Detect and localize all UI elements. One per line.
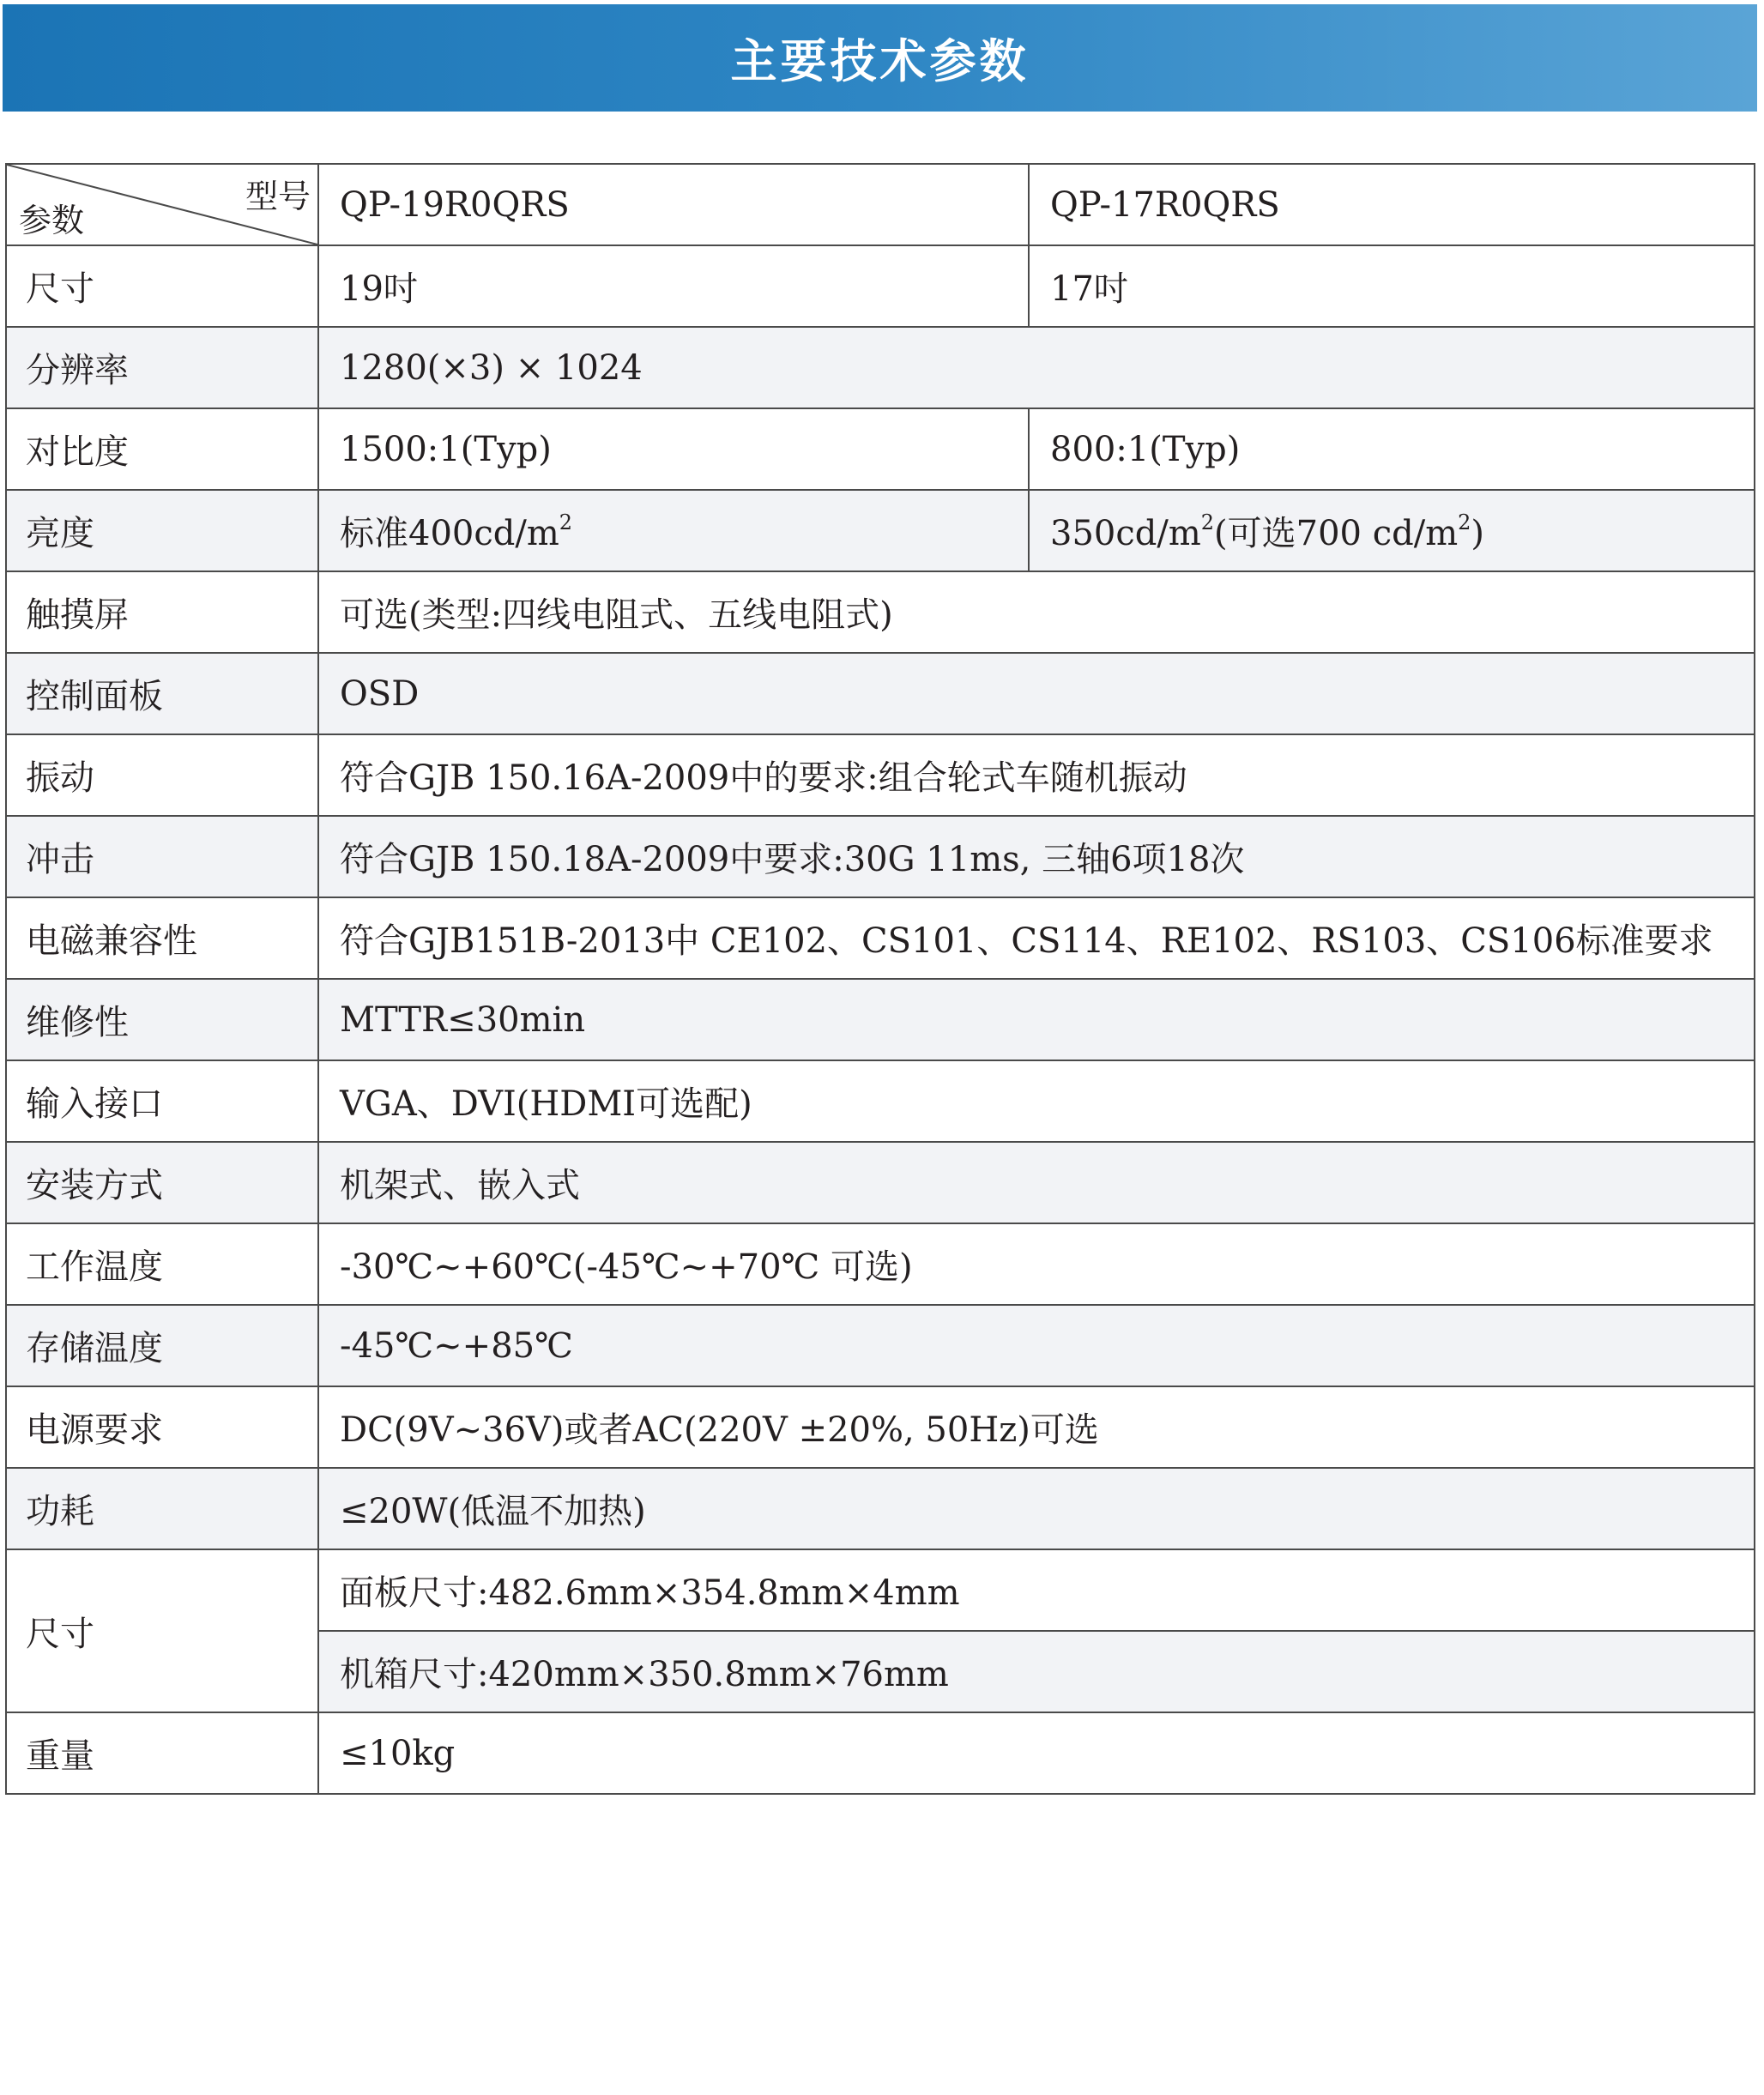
superscript: 2 [1458,510,1471,534]
param-label: 工作温度 [6,1223,318,1305]
param-label: 输入接口 [6,1060,318,1142]
value-cell: OSD [318,653,1755,734]
brightness-b-optional: (可选700 cd/m [1214,514,1459,553]
param-label: 冲击 [6,816,318,897]
value-cell: 机箱尺寸:420mm×350.8mm×76mm [318,1631,1755,1712]
value-cell: 面板尺寸:482.6mm×354.8mm×4mm [318,1549,1755,1631]
page-title: 主要技术参数 [730,34,1030,88]
table-row [6,979,1755,1060]
param-label: 存储温度 [6,1305,318,1386]
value-cell: DC(9V~36V)或者AC(220V ±20%, 50Hz)可选 [318,1386,1755,1468]
param-label: 电源要求 [6,1386,318,1468]
brightness-a-text: 标准400cd/m [340,514,559,553]
value-cell: 符合GJB151B-2013中 CE102、CS101、CS114、RE102、RS103、CS106标准要求 [318,897,1755,979]
table-row [6,653,1755,734]
param-label: 安装方式 [6,1142,318,1223]
superscript: 2 [1200,510,1215,534]
table-row [6,408,1755,490]
value-cell: ≤20W(低温不加热) [318,1468,1755,1549]
superscript: 2 [559,510,573,534]
value-cell: ≤10kg [318,1712,1755,1794]
table-row [6,734,1755,816]
table-row [6,816,1755,897]
table-row [6,327,1755,408]
value-cell: 符合GJB 150.18A-2009中要求:30G 11ms, 三轴6项18次 [318,816,1755,897]
table-row [6,490,1755,571]
table-header-row [6,164,1755,245]
value-cell: 可选(类型:四线电阻式、五线电阻式) [318,571,1755,653]
param-label: 尺寸 [6,245,318,327]
value-cell: 1280(×3) × 1024 [318,327,1755,408]
corner-model-label: 型号 [245,178,311,215]
param-label: 功耗 [6,1468,318,1549]
table-row [6,897,1755,979]
table-row [6,1549,1755,1631]
param-label: 触摸屏 [6,571,318,653]
table-row [6,1223,1755,1305]
table-row [6,1060,1755,1142]
table-row [6,1386,1755,1468]
value-cell [318,490,1029,571]
spec-table [5,163,1755,1795]
value-cell: 17吋 [1029,245,1755,327]
table-row [6,571,1755,653]
table-row [6,245,1755,327]
param-label: 控制面板 [6,653,318,734]
table-row [6,1142,1755,1223]
corner-param-label: 参数 [19,202,85,239]
value-cell: -45℃~+85℃ [318,1305,1755,1386]
param-label: 尺寸 [6,1549,318,1712]
param-label: 亮度 [6,490,318,571]
title-banner [3,4,1757,112]
table-row [6,1712,1755,1794]
model-b-header: QP-17R0QRS [1029,164,1755,245]
value-cell: 1500:1(Typ) [318,408,1029,490]
table-row [6,1468,1755,1549]
corner-header-cell [6,164,318,245]
param-label: 对比度 [6,408,318,490]
param-label: 重量 [6,1712,318,1794]
model-a-header: QP-19R0QRS [318,164,1029,245]
value-cell: 800:1(Typ) [1029,408,1755,490]
table-row [6,1305,1755,1386]
param-label: 电磁兼容性 [6,897,318,979]
brightness-b-close: ) [1471,514,1485,553]
param-label: 维修性 [6,979,318,1060]
brightness-b-text: 350cd/m [1050,514,1201,553]
param-label: 分辨率 [6,327,318,408]
value-cell: 符合GJB 150.16A-2009中的要求:组合轮式车随机振动 [318,734,1755,816]
value-cell: 19吋 [318,245,1029,327]
value-cell: 机架式、嵌入式 [318,1142,1755,1223]
value-cell: -30℃~+60℃(-45℃~+70℃ 可选) [318,1223,1755,1305]
value-cell: MTTR≤30min [318,979,1755,1060]
value-cell: VGA、DVI(HDMI可选配) [318,1060,1755,1142]
param-label: 振动 [6,734,318,816]
value-cell [1029,490,1755,571]
